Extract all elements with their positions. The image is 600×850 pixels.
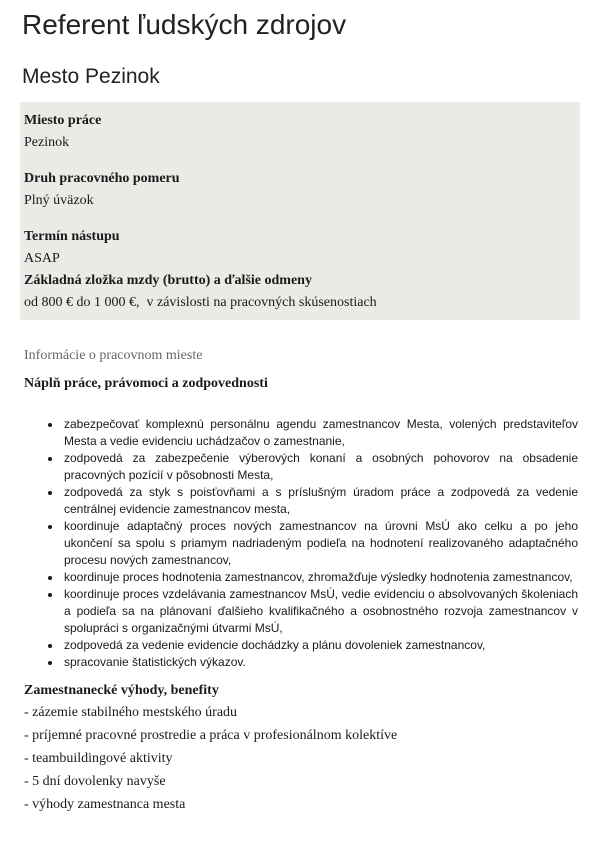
- list-item: • zabezpečovať komplexnú personálnu agendu zamestnancov Mesta, volených predstaviteľov Mesta a vedie evidenciu uchádzačov o zamestnanie,: [62, 416, 578, 450]
- benefit-item: - výhody zamestnanca mesta: [24, 797, 186, 812]
- info-value-employment-type: Plný úväzok: [24, 193, 94, 208]
- benefit-item: - teambuildingové aktivity: [24, 751, 173, 766]
- section-caption: Informácie o pracovnom mieste: [24, 348, 203, 363]
- employer-name: Mesto Pezinok: [22, 65, 160, 88]
- list-item: • koordinuje proces hodnotenia zamestnancov, zhromažďuje výsledky hodnotenia zamestnancov,: [62, 569, 578, 586]
- duties-list: [22, 416, 578, 671]
- info-label-start-date: Termín nástupu: [24, 229, 120, 244]
- info-value-start-date: ASAP: [24, 251, 60, 266]
- benefits-title: Zamestnanecké výhody, benefity: [24, 683, 219, 698]
- duties-title: Náplň práce, právomoci a zodpovednosti: [24, 376, 268, 391]
- job-info-box: [20, 102, 580, 320]
- info-value-salary: od 800 € do 1 000 €, v závislosti na pracovných skúsenostiach: [24, 295, 377, 310]
- list-item: • koordinuje proces vzdelávania zamestnancov MsÚ, vedie evidenciu o absolvovaných školeniach a podieľa sa na plánovaní ďalšieho kvalifikačného a osobnostného rozvoja zamestnancov v spolupráci s organizačnými útvarmi MsÚ,: [62, 586, 578, 637]
- info-value-location: Pezinok: [24, 135, 70, 150]
- info-label-employment-type: Druh pracovného pomeru: [24, 171, 180, 186]
- info-label-salary: Základná zložka mzdy (brutto) a ďalšie odmeny: [24, 273, 312, 288]
- list-item: • koordinuje adaptačný proces nových zamestnancov na úrovni MsÚ ako celku a po jeho ukončení sa spolu s priamym nadriadeným podieľa na hodnotení realizovaného adaptačného procesu nových zamestnancov,: [62, 518, 578, 569]
- list-item: • zodpovedá za vedenie evidencie dochádzky a plánu dovoleniek zamestnancov,: [62, 637, 578, 654]
- list-item: • zodpovedá za styk s poisťovňami a s príslušným úradom práce a zodpovedá za vedenie centrálnej evidencie zamestnancov mesta,: [62, 484, 578, 518]
- benefit-item: - príjemné pracovné prostredie a práca v profesionálnom kolektíve: [24, 728, 398, 743]
- benefit-item: - zázemie stabilného mestského úradu: [24, 705, 238, 720]
- list-item: • spracovanie štatistických výkazov.: [62, 654, 578, 671]
- info-label-location: Miesto práce: [24, 113, 102, 128]
- benefit-item: - 5 dní dovolenky navyše: [24, 774, 166, 789]
- page-title: Referent ľudských zdrojov: [22, 9, 347, 40]
- list-item: • zodpovedá za zabezpečenie výberových konaní a osobných pohovorov na obsadenie pracovných pozícií v pôsobnosti Mesta,: [62, 450, 578, 484]
